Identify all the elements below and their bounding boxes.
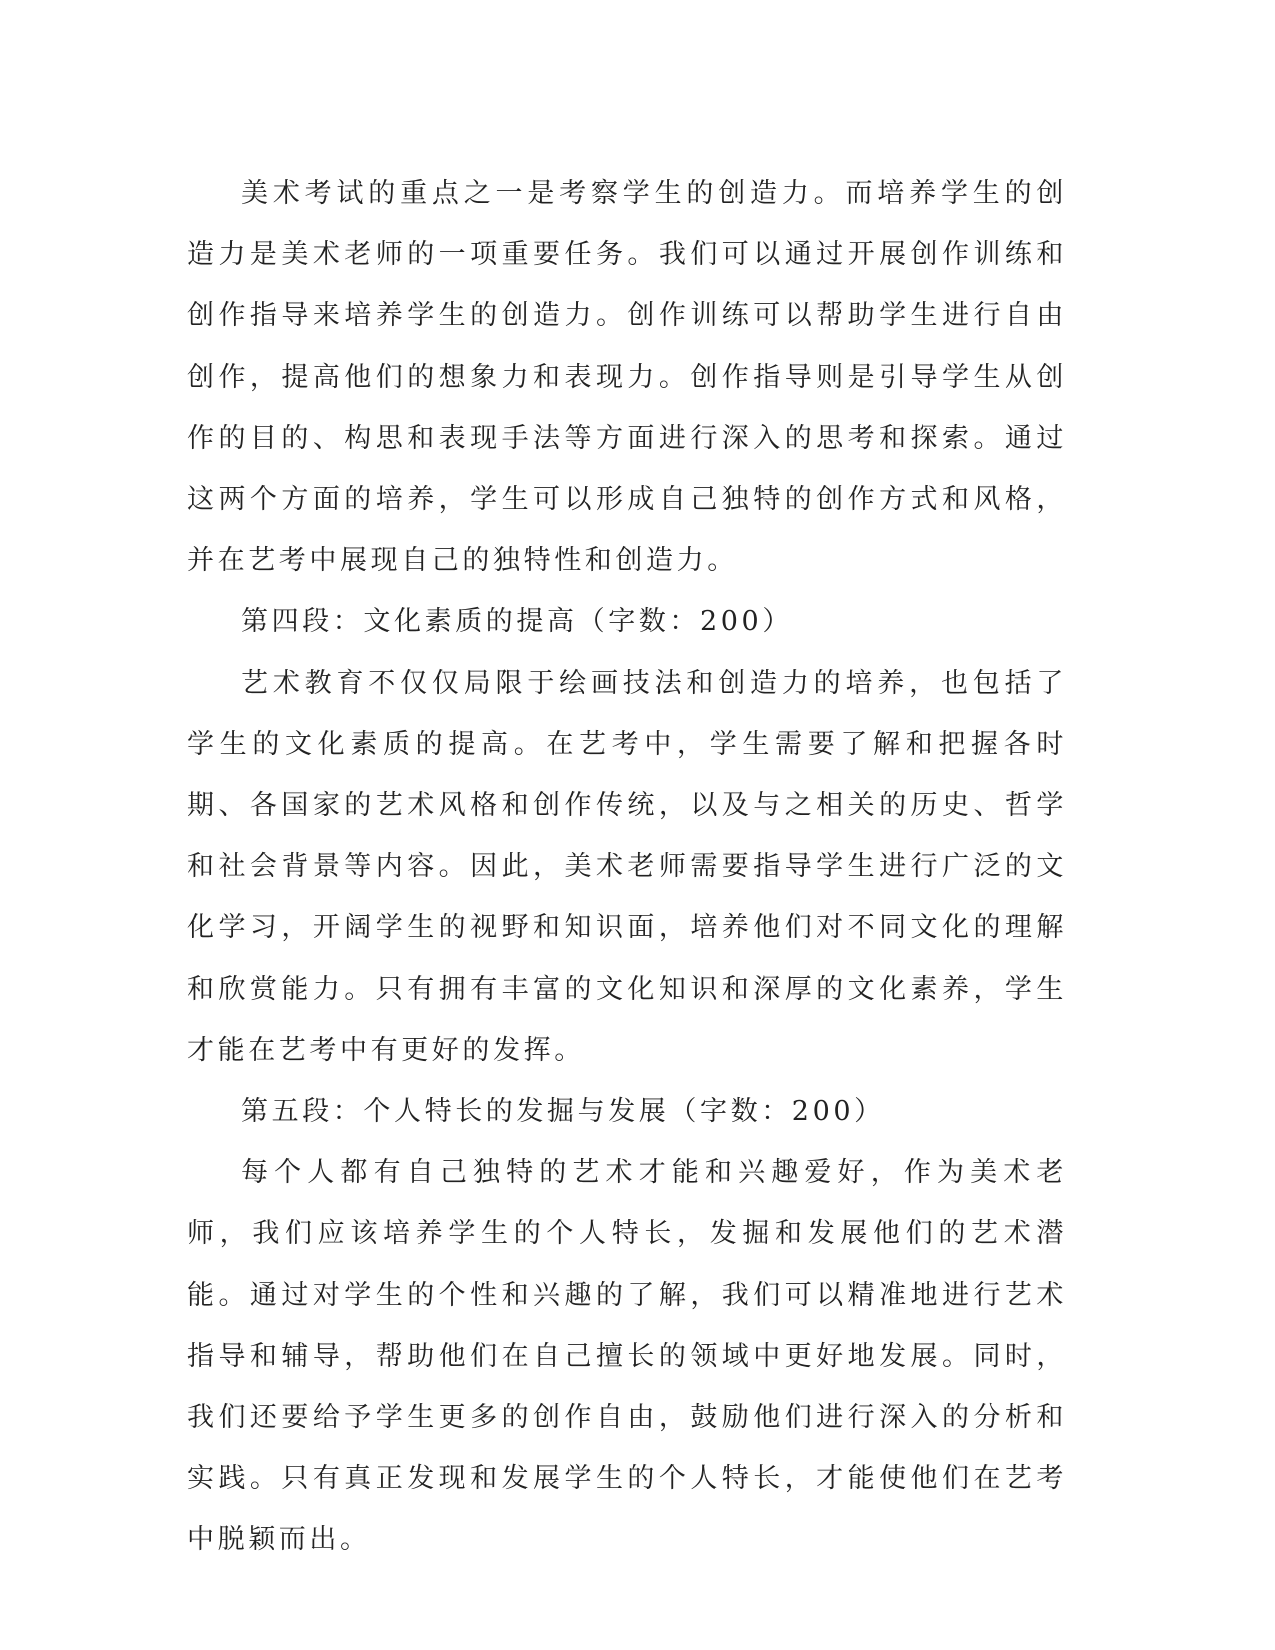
paragraph-culture: 艺术教育不仅仅局限于绘画技法和创造力的培养，也包括了学生的文化素质的提高。在艺考中，学生需要了解和把握各时期、各国家的艺术风格和创作传统，以及与之相关的历史、哲学和社会背景等内容。因此，美术老师需要指导学生进行广泛的文化学习，开阔学生的视野和知识面，培养他们对不同文化的理解和欣赏能力。只有拥有丰富的文化知识和深厚的文化素养，学生才能在艺考中有更好的发挥。 <box>187 667 1067 1066</box>
paragraph-creativity: 美术考试的重点之一是考察学生的创造力。而培养学生的创造力是美术老师的一项重要任务。我们可以通过开展创作训练和创作指导来培养学生的创造力。创作训练可以帮助学生进行自由创作，提高他们的想象力和表现力。创作指导则是引导学生从创作的目的、构思和表现手法等方面进行深入的思考和探索。通过这两个方面的培养，学生可以形成自己独特的创作方式和风格，并在艺考中展现自己的独特性和创造力。 <box>187 178 1067 577</box>
document-page <box>187 163 1067 1571</box>
section-heading-culture: 第四段：文化素质的提高（字数：200） <box>241 606 793 638</box>
section-heading-talent: 第五段：个人特长的发掘与发展（字数：200） <box>241 1096 885 1128</box>
paragraph-talent: 每个人都有自己独特的艺术才能和兴趣爱好，作为美术老师，我们应该培养学生的个人特长，发掘和发展他们的艺术潜能。通过对学生的个性和兴趣的了解，我们可以精准地进行艺术指导和辅导，帮助他们在自己擅长的领域中更好地发展。同时，我们还要给予学生更多的创作自由，鼓励他们进行深入的分析和实践。只有真正发现和发展学生的个人特长，才能使他们在艺考中脱颖而出。 <box>187 1157 1067 1556</box>
